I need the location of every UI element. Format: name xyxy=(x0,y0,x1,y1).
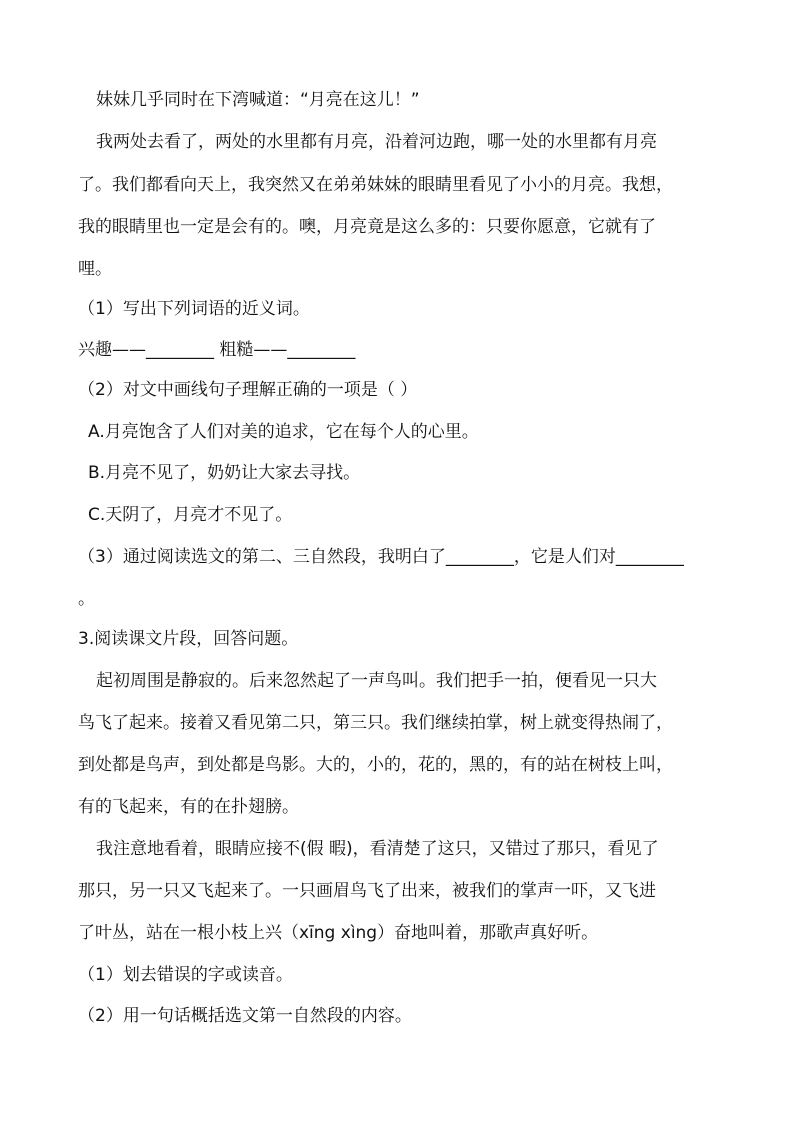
passage-line: 我注意地看着，眼睛应接不(假 暇)，看清楚了这只，又错过了那只，看见了 xyxy=(96,839,659,859)
question-2-prompt: （2）对文中画线句子理解正确的一项是（ ） xyxy=(78,380,418,400)
question-1-prompt: （1）写出下列词语的近义词。 xyxy=(78,299,310,319)
passage-line: 鸟飞了起来。接着又看见第二只，第三只。我们继续拍掌，树上就变得热闹了， xyxy=(78,713,673,733)
question-3-2-prompt: （2）用一句话概括选文第一自然段的内容。 xyxy=(78,1006,412,1026)
passage-line: 我两处去看了，两处的水里都有月亮，沿着河边跑，哪一处的水里都有月亮 xyxy=(96,132,657,152)
section-3-heading: 3.阅读课文片段，回答问题。 xyxy=(78,629,299,649)
question-3-1-prompt: （1）划去错误的字或读音。 xyxy=(78,965,293,985)
passage-line: 有的飞起来，有的在扑翅膀。 xyxy=(78,797,299,817)
passage-line: 我的眼睛里也一定是会有的。噢，月亮竟是这么多的：只要你愿意，它就有了 xyxy=(78,217,656,237)
passage-line: 那只，另一只又飞起来了。一只画眉鸟飞了出来，被我们的掌声一吓，又飞进 xyxy=(78,881,656,901)
passage-line: 哩。 xyxy=(78,259,112,279)
passage-line: 起初周围是静寂的。后来忽然起了一声鸟叫。我们把手一拍，便看见一只大 xyxy=(96,671,657,691)
passage-line: 到处都是鸟声，到处都是鸟影。大的，小的，花的，黑的，有的站在树枝上叫， xyxy=(78,755,673,775)
option-b: B.月亮不见了，奶奶让大家去寻找。 xyxy=(88,463,361,483)
question-1-blanks: 兴趣——________ 粗糙——________ xyxy=(78,340,356,360)
question-3-prompt: （3）通过阅读选文的第二、三自然段，我明白了________，它是人们对________ xyxy=(78,547,684,567)
passage-line: 妹妹几乎同时在下湾喊道：“月亮在这儿！” xyxy=(96,90,420,110)
option-a: A.月亮饱含了人们对美的追求，它在每个人的心里。 xyxy=(88,422,479,442)
option-c: C.天阴了，月亮才不见了。 xyxy=(88,505,293,525)
passage-line: 了叶丛，站在一根小枝上兴（xīng xìng）奋地叫着，那歌声真好听。 xyxy=(78,923,599,943)
passage-line: 了。我们都看向天上，我突然又在弟弟妹妹的眼睛里看见了小小的月亮。我想， xyxy=(78,175,673,195)
question-3-tail: 。 xyxy=(78,589,95,609)
